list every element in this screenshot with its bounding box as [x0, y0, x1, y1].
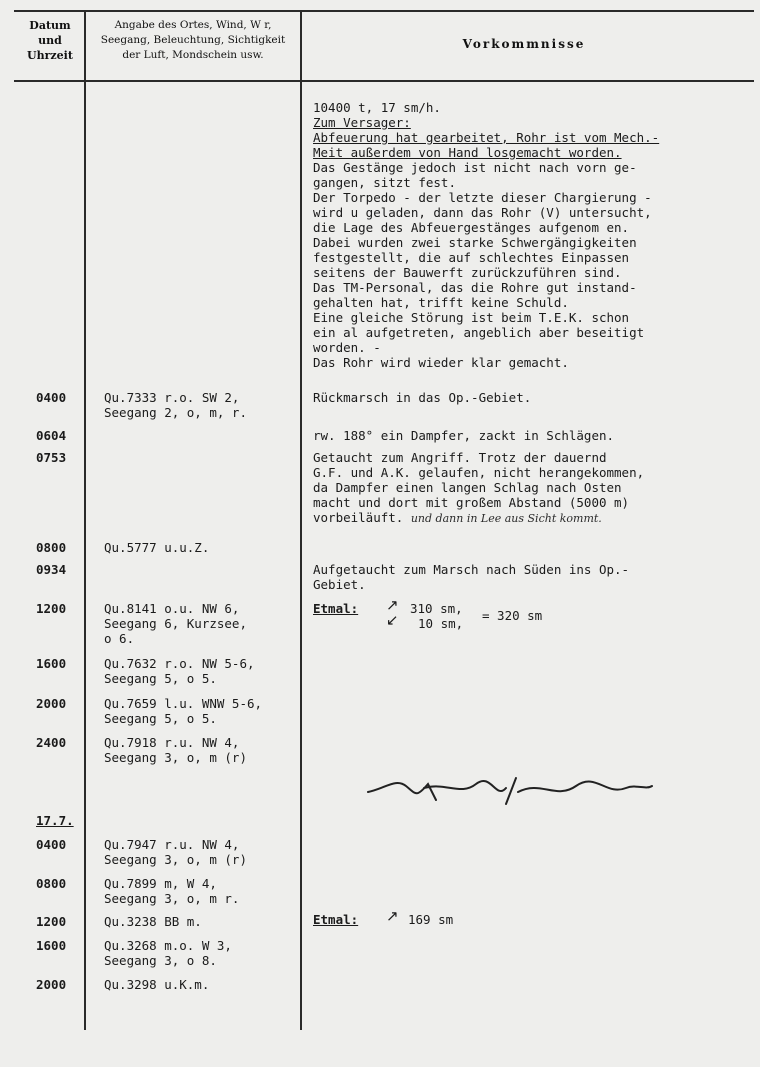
entry-position: [104, 696, 300, 726]
entry-position: [104, 601, 300, 646]
entry-time: 2000: [36, 977, 67, 992]
entry-position: [104, 735, 300, 765]
entry-event: [313, 428, 753, 443]
intro-line: gangen, sitzt fest.: [313, 175, 456, 190]
header-place-column: [88, 18, 298, 63]
event-line: Getaucht zum Angriff. Trotz der dauernd: [313, 450, 607, 465]
handwritten-note: und dann in Lee aus Sicht kommt.: [410, 512, 602, 525]
column-divider-1: [84, 10, 86, 1030]
etmal-total: = 320 sm: [482, 608, 543, 623]
intro-line: 10400 t, 17 sm/h.: [313, 100, 441, 115]
position-line: Qu.7659 l.u. WNW 5-6,: [104, 696, 263, 711]
position-line: Seegang 5, o 5.: [104, 671, 217, 686]
entry-time: 1600: [36, 656, 67, 671]
intro-line: wird u geladen, dann das Rohr (V) untersucht,: [313, 205, 652, 220]
intro-line: Das Rohr wird wieder klar gemacht.: [313, 355, 569, 370]
position-line: Seegang 3, o, m (r): [104, 852, 247, 867]
intro-line: Meit außerdem von Hand losgemacht worden.: [313, 145, 622, 160]
entry-position: [104, 977, 300, 992]
position-line: Qu.7899 m, W 4,: [104, 876, 217, 891]
position-line: Seegang 5, o 5.: [104, 711, 217, 726]
entry-time: 0800: [36, 876, 67, 891]
intro-line: Abfeuerung hat gearbeitet, Rohr ist vom Mech.-: [313, 130, 660, 145]
position-line: Qu.7632 r.o. NW 5-6,: [104, 656, 255, 671]
event-line: macht und dort mit großem Abstand (5000 m): [313, 495, 630, 510]
event-line: Gebiet.: [313, 577, 366, 592]
top-rule: [14, 10, 754, 12]
entry-event: [313, 390, 753, 405]
intro-line: Eine gleiche Störung ist beim T.E.K. schon: [313, 310, 630, 325]
entry-position: [104, 837, 300, 867]
entry-time: 0934: [36, 562, 67, 577]
header-rule: [14, 80, 754, 82]
intro-line: festgestellt, die auf schlechtes Einpassen: [313, 250, 630, 265]
header-time-column: [18, 18, 82, 63]
header-place-line: Angabe des Ortes, Wind, W r,: [114, 19, 272, 31]
header-place-line: Seegang, Beleuchtung, Sichtigkeit: [100, 34, 286, 46]
position-line: Qu.3238 BB m.: [104, 914, 202, 929]
event-line: Rückmarsch in das Op.-Gebiet.: [313, 390, 532, 405]
position-line: Seegang 3, o, m (r): [104, 750, 247, 765]
entry-time: 0753: [36, 450, 67, 465]
position-line: Seegang 3, o, m r.: [104, 891, 240, 906]
entry-position: [104, 914, 300, 929]
entry-position: [104, 938, 300, 968]
position-line: Seegang 3, o 8.: [104, 953, 217, 968]
etmal-label: Etmal:: [313, 912, 359, 927]
entry-position: [104, 656, 300, 686]
intro-line: Dabei wurden zwei starke Schwergängigkeiten: [313, 235, 637, 250]
header-events-column: [304, 37, 744, 52]
position-line: Seegang 6, Kurzsee,: [104, 616, 247, 631]
entry-position: [104, 390, 300, 420]
entry-time: 1200: [36, 601, 67, 616]
entry-time: 0800: [36, 540, 67, 555]
signature: [366, 770, 656, 810]
header-time-line: und: [38, 34, 62, 47]
event-line: Aufgetaucht zum Marsch nach Süden ins Op.-: [313, 562, 630, 577]
header-events-title: Vorkommnisse: [462, 37, 586, 51]
entry-time: 0604: [36, 428, 67, 443]
header-time-line: Uhrzeit: [27, 49, 73, 62]
position-line: Qu.3268 m.o. W 3,: [104, 938, 232, 953]
etmal-over-water: 310 sm,: [410, 601, 463, 616]
position-line: Seegang 2, o, m, r.: [104, 405, 247, 420]
up-arrow-icon: ↗: [386, 596, 399, 614]
entry-time: 0400: [36, 837, 67, 852]
entry-event: [313, 450, 753, 526]
position-line: Qu.7947 r.u. NW 4,: [104, 837, 240, 852]
intro-line: ein al aufgetreten, angeblich aber beseitigt: [313, 325, 645, 340]
intro-line: worden. -: [313, 340, 381, 355]
entry-time: 0400: [36, 390, 67, 405]
intro-line: gehalten hat, trifft keine Schuld.: [313, 295, 569, 310]
event-line-with-note: [313, 510, 753, 526]
position-line: o 6.: [104, 631, 135, 646]
intro-line: seitens der Bauwerft zurückzuführen sind.: [313, 265, 622, 280]
up-arrow-icon: ↗: [386, 907, 399, 925]
entry-time: 1200: [36, 914, 67, 929]
entry-time: 2400: [36, 735, 67, 750]
entry-position: [104, 540, 300, 555]
entry-time: 1600: [36, 938, 67, 953]
column-divider-2: [300, 10, 302, 1030]
position-line: Qu.7918 r.u. NW 4,: [104, 735, 240, 750]
entry-time: 2000: [36, 696, 67, 711]
header-time-line: Datum: [29, 19, 71, 32]
event-line: da Dampfer einen langen Schlag nach Osten: [313, 480, 622, 495]
intro-line: Zum Versager:: [313, 115, 411, 130]
entry-position: [104, 876, 300, 906]
date-marker: 17.7.: [36, 813, 74, 828]
etmal-submerged: 10 sm,: [418, 616, 464, 631]
intro-line: Das TM-Personal, das die Rohre gut instand-: [313, 280, 637, 295]
etmal-label: Etmal:: [313, 601, 359, 616]
intro-line: Der Torpedo - der letzte dieser Chargierung -: [313, 190, 652, 205]
position-line: Qu.3298 u.K.m.: [104, 977, 210, 992]
position-line: Qu.8141 o.u. NW 6,: [104, 601, 240, 616]
intro-line: die Lage des Abfeuergestänges aufgenom en.: [313, 220, 630, 235]
position-line: Qu.7333 r.o. SW 2,: [104, 390, 240, 405]
event-line: vorbeiläuft.: [313, 510, 404, 525]
etmal-value: 169 sm: [408, 912, 454, 927]
entry-event: [313, 562, 753, 592]
down-arrow-icon: ↙: [386, 611, 399, 629]
intro-line: Das Gestänge jedoch ist nicht nach vorn ge-: [313, 160, 637, 175]
intro-text: [313, 100, 753, 370]
event-line: rw. 188° ein Dampfer, zackt in Schlägen.: [313, 428, 615, 443]
event-line: G.F. und A.K. gelaufen, nicht herangekommen,: [313, 465, 645, 480]
header-place-line: der Luft, Mondschein usw.: [122, 49, 264, 61]
position-line: Qu.5777 u.u.Z.: [104, 540, 210, 555]
